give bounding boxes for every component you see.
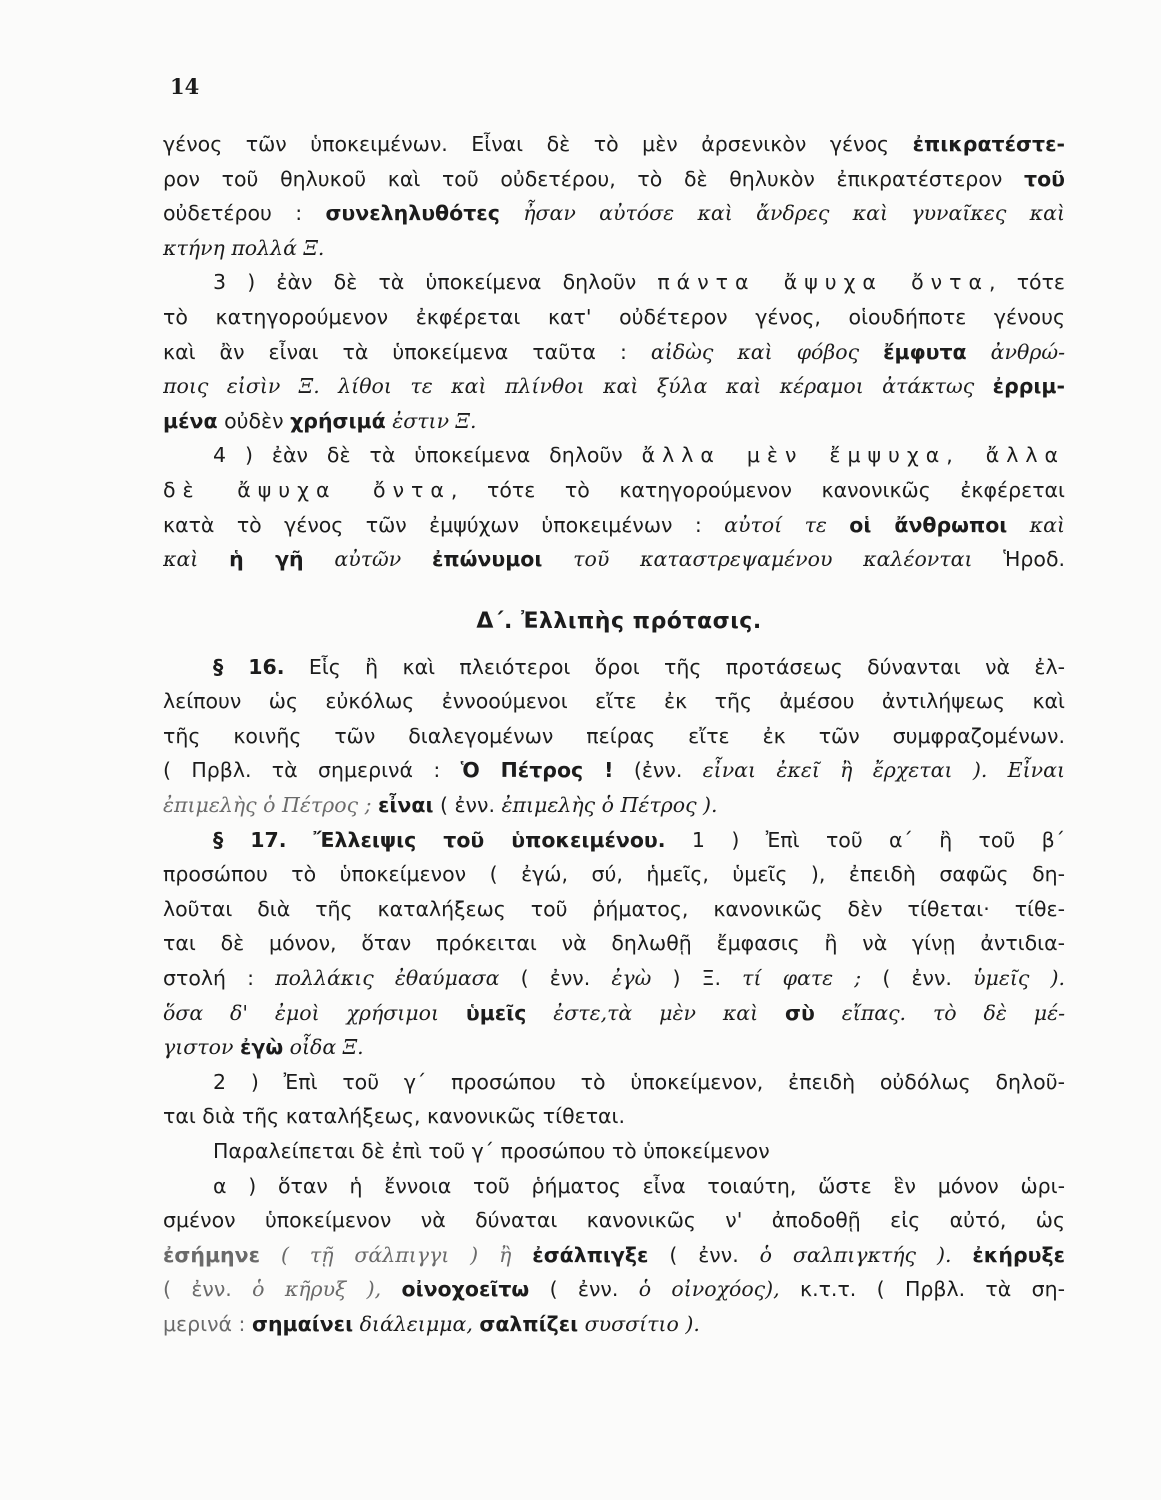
text-line: 3 ) ἐὰν δὲ τὰ ὑποκείμενα δηλοῦν πάντα ἄψυχα ὄντα, τότε (213, 270, 1065, 295)
text-line: γένος τῶν ὑποκειμένων. Εἶναι δὲ τὸ μὲν ἀρσενικὸν γένος ἐπικρατέστε- (163, 132, 1065, 156)
text-line: μερινά : σημαίνει διάλειμμα, σαλπίζει συσσίτιο ). (163, 1311, 700, 1336)
text-line: ρον τοῦ θηλυκοῦ καὶ τοῦ οὐδετέρου, τὸ δὲ θηλυκὸν ἐπικρατέστερον τοῦ (163, 166, 1065, 191)
paragraph-block-gender-agreement (163, 127, 1065, 577)
section-heading: Δ΄. Ἐλλιπὴς πρότασις. (476, 609, 762, 634)
text-line: 2 ) Ἐπὶ τοῦ γ΄ προσώπου τὸ ὑποκείμενον, ἐπειδὴ οὐδόλως δηλοῦ- (213, 1069, 1065, 1094)
text-line: τὸ κατηγορούμενον ἐκφέρεται κατ' οὐδέτερον γένος, οἱουδήποτε γένους (163, 304, 1065, 329)
text-line: δὲ ἄψυχα ὄντα, τότε τὸ κατηγορούμενον κανονικῶς ἐκφέρεται (163, 477, 1065, 502)
text-line: κτήνη πολλά Ξ. (163, 235, 325, 260)
text-line: § 17. Ἔλλειψις τοῦ ὑποκειμένου. 1 ) Ἐπὶ τοῦ α΄ ἢ τοῦ β΄ (213, 827, 1065, 852)
text-line: ποις εἰσὶν Ξ. λίθοι τε καὶ πλίνθοι καὶ ξύλα καὶ κέραμοι ἀτάκτως ἐρριμ- (163, 374, 1065, 399)
text-line: 4 ) ἐὰν δὲ τὰ ὑποκείμενα δηλοῦν ἄλλα μὲν ἔμψυχα, ἄλλα (213, 443, 1065, 468)
text-line: ται διὰ τῆς καταλήξεως, κανονικῶς τίθεται. (163, 1104, 626, 1129)
text-line: ὅσα δ' ἐμοὶ χρήσιμοι ὑμεῖς ἐστε,τὰ μὲν καὶ σὺ εἴπας. τὸ δὲ μέ- (163, 1000, 1065, 1025)
text-line: λοῦται διὰ τῆς καταλήξεως τοῦ ῥήματος, κανονικῶς δὲν τίθεται· τίθε- (163, 896, 1065, 921)
text-line: λείπουν ὡς εὐκόλως ἐννοούμενοι εἴτε ἐκ τῆς ἀμέσου ἀντιλήψεως καὶ (163, 689, 1065, 714)
text-line: ται δὲ μόνον, ὅταν πρόκειται νὰ δηλωθῇ ἔμφασις ἢ νὰ γίνῃ ἀντιδια- (163, 931, 1065, 956)
paragraph-block-elliptical-sentence (163, 605, 1065, 1341)
page-number: 14 (170, 74, 200, 99)
text-line: καὶ ἡ γῆ αὐτῶν ἐπώνυμοι τοῦ καταστρεψαμένου καλέονται Ἡροδ. (163, 547, 1065, 572)
text-line: Παραλείπεται δὲ ἐπὶ τοῦ γ΄ προσώπου τὸ ὑποκείμενον (213, 1138, 770, 1163)
text-line: οὐδετέρου : συνεληλυθότες ἦσαν αὐτόσε καὶ ἄνδρες καὶ γυναῖκες καὶ (163, 201, 1065, 226)
text-line: στολή : πολλάκις ἐθαύμασα ( ἐνν. ἐγὼ ) Ξ. τί φατε ; ( ἐνν. ὑμεῖς ). (163, 965, 1065, 990)
text-line: μένα οὐδὲν χρήσιμά ἐστιν Ξ. (163, 408, 477, 433)
text-line: καὶ ἂν εἶναι τὰ ὑποκείμενα ταῦτα : αἰδὼς καὶ φόβος ἔμφυτα ἀνθρώ- (163, 339, 1065, 364)
text-line: τῆς κοινῆς τῶν διαλεγομένων πείρας εἴτε ἐκ τῶν συμφραζομένων. (163, 723, 1065, 748)
text-line: ( Πρβλ. τὰ σημερινά : Ὁ Πέτρος ! (ἐνν. εἶναι ἐκεῖ ἢ ἔρχεται ). Εἶναι (163, 758, 1065, 783)
text-line: κατὰ τὸ γένος τῶν ἐμψύχων ὑποκειμένων : αὐτοί τε οἱ ἄνθρωποι καὶ (163, 512, 1065, 537)
text-line: ἐσήμηνε ( τῇ σάλπιγγι ) ἢ ἐσάλπιγξε ( ἐνν. ὁ σαλπιγκτής ). ἐκήρυξε (163, 1242, 1065, 1267)
text-line: α ) ὅταν ἡ ἔννοια τοῦ ῥήματος εἶνα τοιαύτη, ὥστε ἓν μόνον ὡρι- (213, 1173, 1065, 1198)
text-line: ( ἐνν. ὁ κῆρυξ ), οἰνοχοεῖτω ( ἐνν. ὁ οἰνοχόος), κ.τ.τ. ( Πρβλ. τὰ ση- (163, 1277, 1065, 1302)
text-line: ἐπιμελὴς ὁ Πέτρος ; εἶναι ( ἐνν. ἐπιμελὴς ὁ Πέτρος ). (163, 792, 718, 817)
text-line: § 16. Εἷς ἢ καὶ πλειότεροι ὅροι τῆς προτάσεως δύνανται νὰ ἐλ- (213, 654, 1065, 679)
text-line: γιστον ἐγὼ οἶδα Ξ. (163, 1035, 364, 1060)
text-line: προσώπου τὸ ὑποκείμενον ( ἐγώ, σύ, ἡμεῖς, ὑμεῖς ), ἐπειδὴ σαφῶς δη- (163, 862, 1065, 887)
text-line: σμένον ὑποκείμενον νὰ δύναται κανονικῶς ν' ἀποδοθῇ εἰς αὐτό, ὡς (163, 1208, 1065, 1233)
